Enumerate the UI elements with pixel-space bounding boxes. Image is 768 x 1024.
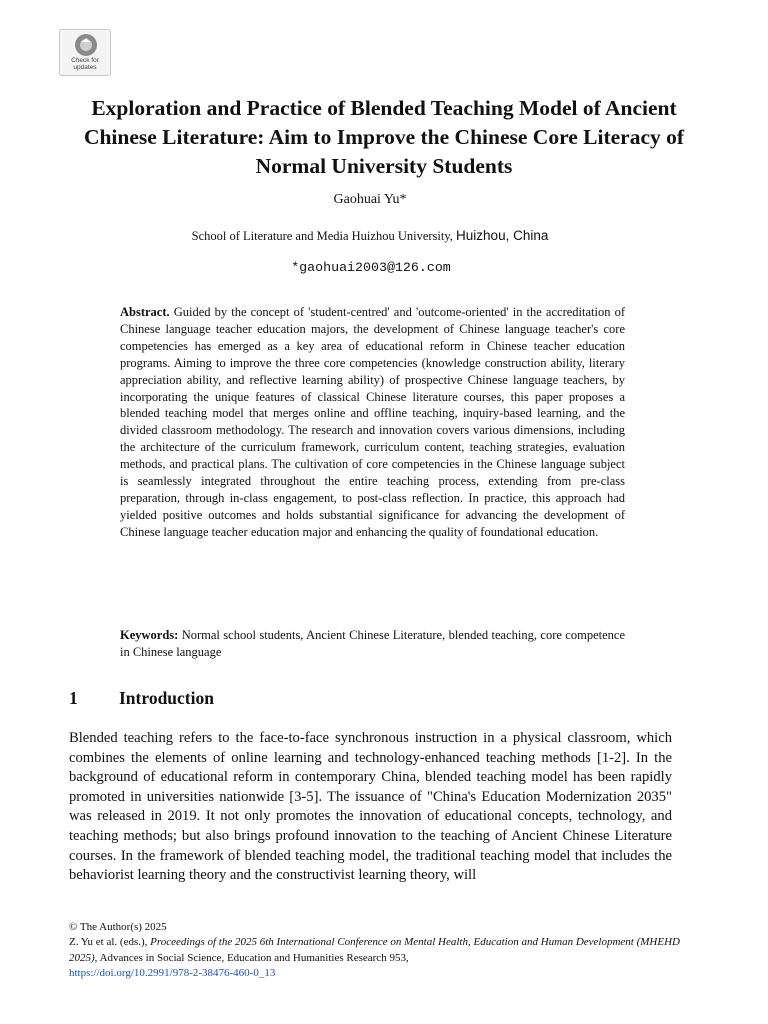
check-updates-icon — [73, 33, 99, 57]
footer — [69, 920, 689, 981]
proceedings-title: Proceedings of the 2025 6th International Conference on Mental Health, Education and Human Development (MHEHD 2025) — [69, 936, 680, 964]
check-for-updates-badge[interactable] — [59, 29, 111, 76]
citation-suffix: , Advances in Social Science, Education and Humanities Research 953, — [94, 951, 409, 964]
affiliation-school: School of Literature and Media Huizhou University, — [191, 229, 453, 243]
section-number: 1 — [69, 688, 78, 708]
section-heading — [69, 688, 214, 709]
section-title: Introduction — [119, 688, 214, 708]
keywords-text: Normal school students, Ancient Chinese Literature, blended teaching, core competence in Chinese language — [120, 628, 625, 659]
affiliation-city: Huizhou, China — [456, 228, 549, 243]
doi-link[interactable]: https://doi.org/10.2991/978-2-38476-460-0_13 — [69, 966, 276, 979]
author-name: Gaohuai Yu* — [333, 192, 407, 207]
paper-title: Exploration and Practice of Blended Teaching Model of Ancient Chinese Literature: Aim to Improve the Chinese Core Literacy of Normal University Students — [83, 96, 685, 178]
introduction-paragraph: Blended teaching refers to the face-to-face synchronous instruction in a physical classroom, which combines the elements of online learning and technology-enhanced teaching methods [1-2]. In the background of educational reform in contemporary China, blended teaching model has been rapidly promoted in universities nationwide [3-5]. The issuance of "China's Education Modernization 2035" was released in 2019. It not only promotes the innovation of educational concepts, technology, and teaching methods; but also brings profound innovation to the teaching of Ancient Chinese Literature courses. In the framework of blended teaching model, the traditional teaching model that includes the behaviorist learning theory and the constructivist learning theory, will — [69, 730, 672, 884]
citation-line — [69, 935, 689, 966]
keywords — [120, 627, 625, 661]
abstract-text: Guided by the concept of 'student-centred' and 'outcome-oriented' in the accreditation of Chinese language teacher education majors, the development of Chinese language teacher's core competencies has emerged as a key area of educational reform in Chinese teacher education programs. Aiming to improve the three core competencies (knowledge construction ability, literary appreciation ability, and reflective learning ability) of prospective Chinese language teachers, by incorporating the unique features of classical Chinese literature courses, this paper proposes a blended teaching model that merges online and offline teaching, inquiry-based learning, and the divided classroom methodology. The research and innovation covers various dimensions, including the architecture of the curriculum framework, curriculum content, teaching strategies, evaluation methods, and practical plans. The cultivation of core competencies in the Chinese language subject is seamlessly integrated throughout the entire teaching process, extending from pre-class preparation, through in-class engagement, to post-class reflection. In practice, this approach had yielded positive outcomes and holds substantial significance for advancing the development of Chinese language teacher education major and enhancing the quality of foundational education. — [120, 305, 625, 539]
author-email[interactable]: *gaohuai2003@126.com — [291, 260, 451, 275]
abstract-label: Abstract. — [120, 305, 170, 319]
keywords-label: Keywords: — [120, 628, 179, 642]
abstract — [120, 304, 625, 541]
citation-prefix: Z. Yu et al. (eds.), — [69, 936, 151, 949]
badge-label: Check for updates — [71, 57, 99, 71]
affiliation — [0, 228, 740, 244]
copyright-line: © The Author(s) 2025 — [69, 921, 167, 933]
